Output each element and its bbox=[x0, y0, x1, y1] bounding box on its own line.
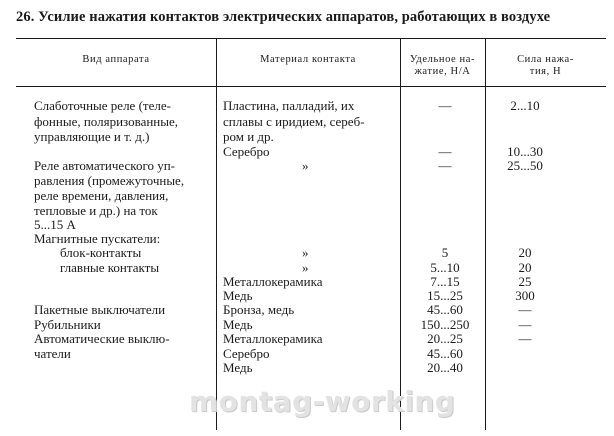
header-rule bbox=[16, 86, 606, 87]
specific-value: 45...60 bbox=[427, 302, 463, 317]
type-text: Автоматические выклю- bbox=[34, 331, 170, 346]
specific-value: 45...60 bbox=[427, 346, 463, 361]
material-text: Медь bbox=[223, 288, 253, 303]
material-ditto: » bbox=[302, 158, 309, 173]
material-text: Медь bbox=[223, 317, 253, 332]
material-text: Пластина, палладий, их bbox=[223, 98, 355, 113]
specific-value: 20...25 bbox=[427, 331, 463, 346]
force-value: 25...50 bbox=[507, 158, 543, 173]
type-text: блок-контакты bbox=[60, 245, 142, 260]
force-value: — bbox=[518, 302, 532, 317]
specific-value: 5 bbox=[441, 245, 449, 260]
type-text: 5...15 А bbox=[34, 217, 76, 232]
material-text: сплавы с иридием, сереб- bbox=[223, 114, 365, 129]
type-text: Пакетные выключатели bbox=[34, 302, 166, 317]
specific-value: 15...25 bbox=[427, 288, 463, 303]
header-specific-line2: жатие, Н/А bbox=[414, 66, 471, 77]
type-text: Слаботочные реле (теле- bbox=[34, 98, 171, 113]
type-text: тепловые и др.) на ток bbox=[34, 203, 158, 218]
specific-value: 7...15 bbox=[430, 274, 460, 289]
material-text: ром и др. bbox=[223, 129, 274, 144]
header-force-line2: тия, Н bbox=[529, 66, 562, 77]
force-value: 25 bbox=[518, 274, 532, 289]
type-text: чатели bbox=[34, 346, 71, 361]
material-text: Серебро bbox=[223, 346, 270, 361]
specific-value: — bbox=[438, 158, 452, 173]
column-divider bbox=[400, 38, 401, 430]
material-text: Металлокерамика bbox=[223, 331, 323, 346]
force-value: — bbox=[518, 317, 532, 332]
type-text: фонные, поляризованные, bbox=[34, 114, 179, 129]
material-ditto: » bbox=[302, 260, 309, 275]
specific-value: 20...40 bbox=[427, 360, 463, 375]
force-value: 2...10 bbox=[510, 98, 540, 113]
table-title: 26. Усилие нажатия контактов электрических аппаратов, работающих в воздухе bbox=[16, 9, 551, 25]
header-type: Вид аппарата bbox=[82, 54, 150, 65]
column-divider bbox=[216, 38, 217, 430]
force-value: 300 bbox=[515, 288, 535, 303]
type-text: Реле автоматического уп- bbox=[34, 158, 175, 173]
watermark: montag-working bbox=[189, 385, 456, 418]
force-value: — bbox=[518, 331, 532, 346]
specific-value: 5...10 bbox=[430, 260, 460, 275]
column-divider bbox=[485, 38, 486, 430]
type-text: реле времени, давления, bbox=[34, 188, 169, 203]
type-text: главные контакты bbox=[60, 260, 160, 275]
material-ditto: » bbox=[302, 245, 309, 260]
material-text: Бронза, медь bbox=[223, 302, 295, 317]
force-value: 10...30 bbox=[507, 144, 543, 159]
type-text: управляющие и т. д.) bbox=[34, 129, 150, 144]
material-text: Медь bbox=[223, 360, 253, 375]
type-text: Рубильники bbox=[34, 317, 101, 332]
specific-value: — bbox=[438, 98, 452, 113]
header-specific-line1: Удельное на- bbox=[409, 54, 476, 65]
material-text: Серебро bbox=[223, 144, 270, 159]
force-value: 20 bbox=[518, 260, 532, 275]
material-text: Металлокерамика bbox=[223, 274, 323, 289]
type-text: Магнитные пускатели: bbox=[34, 231, 161, 246]
header-force-line1: Сила нажа- bbox=[517, 54, 574, 65]
specific-value: — bbox=[438, 144, 452, 159]
header-material: Материал контакта bbox=[260, 54, 356, 65]
top-rule bbox=[16, 38, 606, 39]
force-value: 20 bbox=[518, 245, 532, 260]
type-text: равления (промежуточные, bbox=[34, 173, 185, 188]
specific-value: 150...250 bbox=[420, 317, 470, 332]
